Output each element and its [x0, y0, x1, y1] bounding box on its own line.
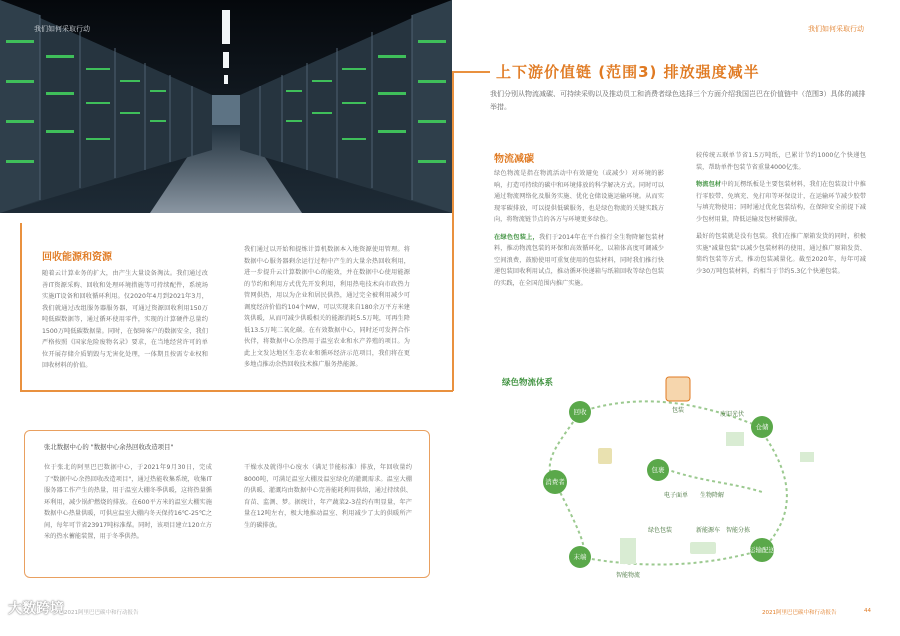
bag-icon	[800, 452, 814, 462]
horizontal-divider-line	[20, 390, 453, 392]
truck-icon	[690, 542, 716, 554]
label-new-energy: 新能源车	[695, 527, 721, 534]
label-parcel: 包裹	[651, 466, 665, 474]
package-material-text: 中的瓦楞纸板是主要包装材料，我们在包装设计中推行零胶带、免填充、免打印等环保设计，在运输环节减少胶带与填充物使用；同时通过优化包装结构，在保障安全前提下减少包材用量，降低运输及包材碳排放。	[696, 181, 866, 223]
footer-left: 2021阿里巴巴碳中和行动报告	[64, 610, 139, 616]
watermark-logo: 大数跨境	[8, 601, 64, 617]
green-package-text: 我们于2014年在平台推行全生物降解包装材料，推动物流包装的环保和高效循环化，以箱体高度可调减少空间浪费，鼓励使用可重复使用的包装材料，同时我们推行快递包装回收利用试点，推动循环快递箱与纸箱回收等绿色包装的实践，在全国范围内推广实施。	[494, 233, 665, 287]
header-right: 我们如何采取行动	[808, 25, 864, 33]
label-delivery: 运输配送	[749, 546, 775, 554]
footer-right: 2021阿里巴巴碳中和行动报告	[762, 610, 837, 616]
label-end: 末端	[573, 553, 587, 561]
section-title-recycling: 回收能源和资源	[42, 252, 112, 263]
path-delivery-warehouse	[762, 432, 787, 550]
label-warehouse: 仓储	[755, 423, 769, 431]
case-study-column-2: 干燥水及就得中心废水（满足节能标准）排放，年回收量约8000吨，可满足温室大棚及温室绿化的灌溉需求。温室大棚的供暖、灌溉均由数据中心完善能耗利用供给，通过持续供、育苗、监测、梦。据统计，年产蔬菜2-3茬约有明显量，年产量在12吨左右，极大地推动温室、利用减少了太的供暖所产生的碳排放。	[244, 464, 412, 529]
logistics-para-4	[696, 179, 866, 225]
label-bio-pack: 生物降解	[699, 492, 725, 499]
left-divider-line	[20, 223, 22, 391]
label-e-waybill: 电子面单	[663, 492, 689, 499]
right-column-2	[696, 150, 866, 283]
left-column-1: 随着云计算业务的扩大，由产生大量设备淘汰。我们通过改善IT资源采购、回收和处理环境措施等可持续配件，系统场实施IT设备和回收循环利用。仅2020年4月到2021年3月，我们就通过改组服务器服务器，可通过资源回收利用150万吨低碳数据等，通过循环使用零件，实现的计算硬件总量约1500万吨低碳数据量。同时，在保障客户的数据安全，我们严格按照《国家危险废物名录》要求，在当地经营许可的单位开展存储介质销毁与无害化处理，一体期且按需专业权和回收材料的价值。	[42, 270, 208, 369]
right-column-1	[494, 168, 664, 295]
logistics-para-5: 最好的包装就是没有包装。我们在推广原箱发货的同时，积极实施"减量包装"以减少包装材料的使用，通过推广原箱发货、简约包装等方式，推动包装减量化。截至2020年，每年可减少30万吨包装材料，约相当于节约5.3亿个快递包装。	[696, 233, 866, 275]
path-parcel-center	[660, 467, 762, 492]
label-smart-dispatch: 智能分拣	[725, 527, 751, 534]
label-recycle: 回收	[573, 408, 587, 416]
page-number: 44	[864, 608, 871, 614]
logistics-para-3: 较传统五联单节省1.5万吨纸，已累计节约1000亿个快递包装，帮助单件包装节省重量4000亿张。	[696, 152, 866, 171]
package-material-lead: 物流包材	[696, 181, 722, 188]
case-study-column-1: 位于张北的阿里巴巴数据中心，于2021年9月30日，完成了"数据中心余热回收改造项目"，通过热能收集系统，收集IT服务器工作产生的热量，用于温室大棚冬季供暖，这将热量循环利用，减少锅炉燃烧的排放。在600平方米的温室大棚实施数据中心热量供暖，可供应温室大棚内冬天保持16℃-25℃之间，每年可节省23917吨标准煤。同时，该项目建立120立方米的热水蓄能装置，用于冬季供热。	[44, 464, 213, 540]
green-logistics-diagram	[500, 372, 870, 592]
label-consumer: 消费者	[545, 478, 565, 486]
header-left: 我们如何采取行动	[34, 25, 90, 33]
label-smart-logistics: 智能物流	[615, 572, 641, 579]
label-ewaste: 废旧光伏	[719, 411, 745, 418]
path-consumer-end	[555, 482, 584, 557]
locker-icon	[620, 538, 636, 564]
green-package-lead: 在绿色包装上，	[494, 233, 539, 241]
package-box-icon	[666, 377, 690, 401]
label-green-package: 绿色包装	[647, 527, 673, 534]
page-title: 上下游价值链 (范围3) 排放强度减半	[496, 63, 760, 81]
title-connector-line	[452, 71, 490, 73]
house-icon	[726, 432, 744, 446]
bin-icon	[598, 448, 612, 464]
label-package: 包装	[671, 407, 685, 414]
intro-text: 我们分别从物流减碳、可持续采购以及推动员工和消费者绿色选择三个方面介绍我国岂巴在价值链中（范围3）具体的减排举措。	[490, 90, 866, 111]
path-end-delivery	[580, 550, 762, 565]
left-column-2: 我们通过以开始和提炼计算机数据本入地资源使用管理。将数据中心服务器剩余运行过程中产生的大量余热回收利用，进一步提升云计算数据中心的能效，并在数据中心使用能源的节约和利用方式优先开发利用，利用热电技术向市政热力管网供热，用以为企业和居民供热，通过完全被利用减少可调度经济价值约104个MW，可以实现来自180余万平方米建筑供暖，从而可减少供暖相关的能源消耗5.5万吨，可再生降低13.5万吨二氧化碳。在有效数据中心，同时还可发挥合作伙伴，将数据中心余热用于温室农业和水产养殖的项目。为此上文发达地区生态农业和循环经济示范项目，我们将在更多地点推动余热回收技术推广服务热能源。	[244, 246, 410, 368]
section-title-logistics: 物流减碳	[494, 154, 534, 165]
case-study-title: 张北数据中心的 "数据中心余热回收改造项目"	[44, 443, 174, 451]
flow-diagram-title: 绿色物流体系	[502, 378, 554, 388]
logistics-para-2	[494, 232, 664, 290]
logistics-para-1: 绿色物流是指在物流活动中有效避免（或减少）对环境的影响，打造可持续的碳中和环境排放的科学解决方式。同时可以通过物流网络化及服务实施、优化仓储设施运输环境。从而实现零碳排放，可以提供低碳服务，也是绿色物流的关键实践方向，将物流链节点的各方与环境更多绿色。	[494, 170, 664, 223]
vertical-divider-line	[452, 71, 454, 391]
